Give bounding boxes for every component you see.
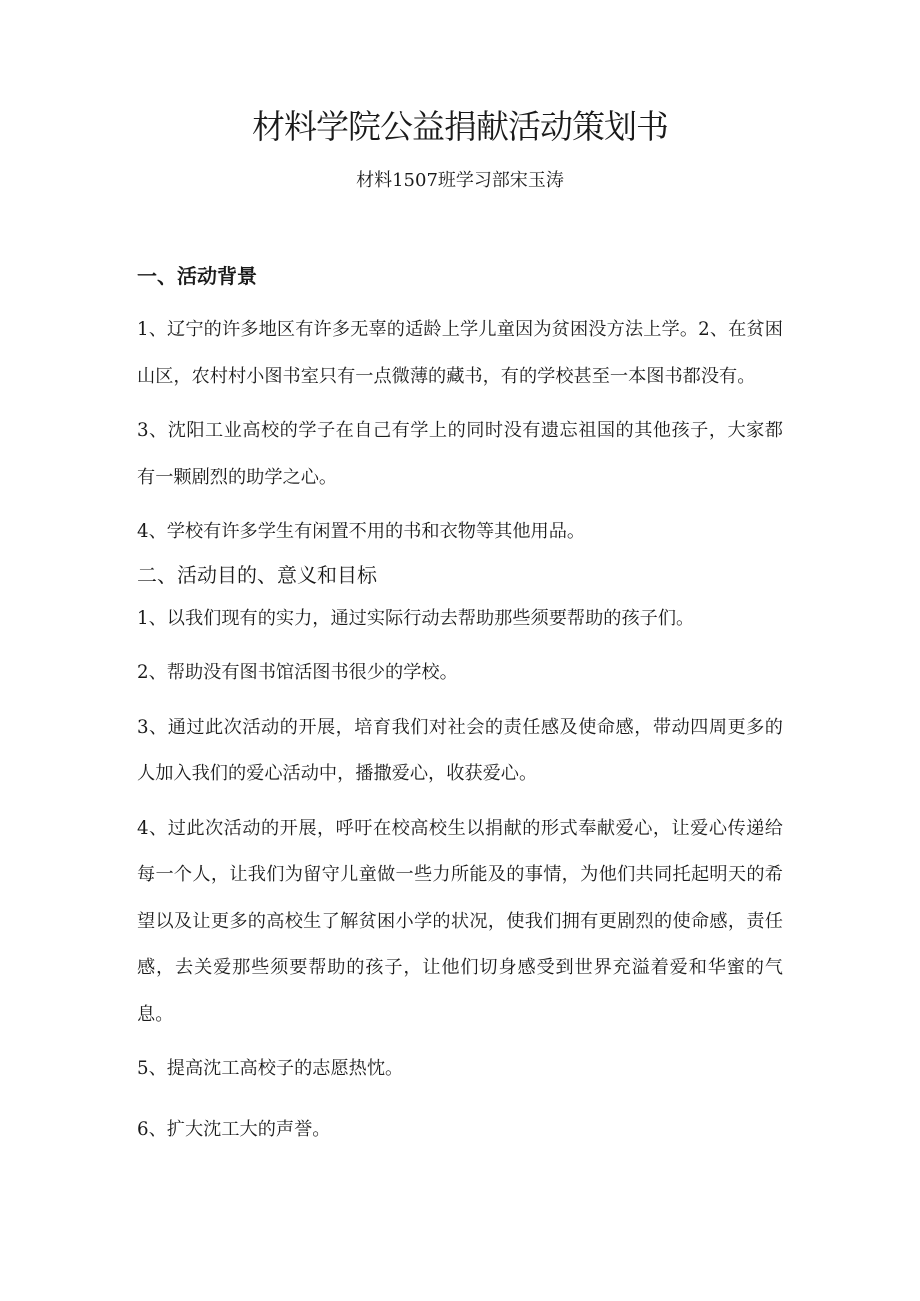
paragraph: 1、辽宁的许多地区有许多无辜的适龄上学儿童因为贫困没方法上学。2、在贫困山区，农村村小图书室只有一点微薄的藏书，有的学校甚至一本图书都没有。 <box>137 319 783 387</box>
paragraph: 4、过此次活动的开展，呼吁在校高校生以捐献的形式奉献爱心，让爱心传递给每一个人，让我们为留守儿童做一些力所能及的事情，为他们共同托起明天的希望以及让更多的高校生了解贫困小学的状况，使我们拥有更剧烈的使命感，责任感，去关爱那些须要帮助的孩子，让他们切身感受到世界充溢着爱和华蜜的气息。 <box>137 817 783 1025</box>
paragraph: 1、以我们现有的实力，通过实际行动去帮助那些须要帮助的孩子们。 <box>137 607 695 629</box>
document-subtitle: 材料1507班学习部宋玉涛 <box>356 170 564 191</box>
paragraph: 3、沈阳工业高校的学子在自己有学上的同时没有遗忘祖国的其他孩子，大家都有一颗剧烈的助学之心。 <box>137 420 783 488</box>
section-heading-goals: 二、活动目的、意义和目标 <box>137 562 377 587</box>
document-title: 材料学院公益捐献活动策划书 <box>252 107 668 146</box>
paragraph: 3、通过此次活动的开展，培育我们对社会的责任感及使命感，带动四周更多的人加入我们的爱心活动中，播撒爱心，收获爱心。 <box>137 716 783 784</box>
paragraph: 6、扩大沈工大的声誉。 <box>137 1118 331 1140</box>
document-body <box>137 259 783 1161</box>
paragraph: 2、帮助没有图书馆活图书很少的学校。 <box>137 662 458 683</box>
paragraph: 5、提高沈工高校子的志愿热忱。 <box>137 1058 404 1079</box>
section-heading-background: 一、活动背景 <box>137 264 257 288</box>
paragraph: 4、学校有许多学生有闲置不用的书和衣物等其他用品。 <box>137 521 586 542</box>
